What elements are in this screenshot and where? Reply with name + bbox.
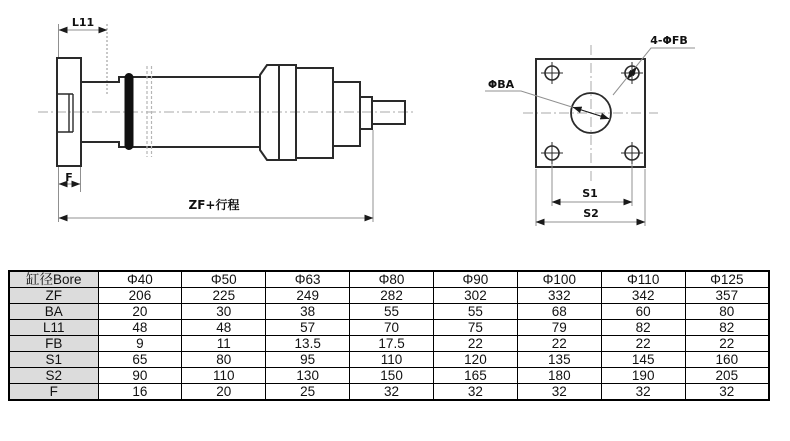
table-cell: 145 xyxy=(601,352,685,368)
table-cell: 110 xyxy=(350,352,434,368)
table-row-label: FB xyxy=(9,336,98,352)
side-view xyxy=(38,16,413,222)
table-cell: 65 xyxy=(98,352,182,368)
table-cell: 48 xyxy=(182,320,266,336)
table-cell: 60 xyxy=(601,304,685,320)
table-cell: 150 xyxy=(350,368,434,384)
table-cell: 205 xyxy=(685,368,769,384)
leader-arrows xyxy=(573,67,636,118)
table-row xyxy=(9,320,769,336)
table-cell: 82 xyxy=(601,320,685,336)
table-cell: 68 xyxy=(517,304,601,320)
bolt-hole-bottom-left xyxy=(541,142,563,164)
table-cell: 332 xyxy=(517,288,601,304)
bearing-block xyxy=(333,82,360,146)
table-cell: 135 xyxy=(517,352,601,368)
table-cell: 20 xyxy=(98,304,182,320)
table-header-cell: Φ50 xyxy=(182,271,266,288)
table-cell: 32 xyxy=(350,384,434,401)
table-row-label: F xyxy=(9,384,98,401)
table-cell: 110 xyxy=(182,368,266,384)
table-cell: 57 xyxy=(266,320,350,336)
table-header-row xyxy=(9,271,769,288)
table-row xyxy=(9,304,769,320)
table-cell: 48 xyxy=(98,320,182,336)
table-cell: 32 xyxy=(517,384,601,401)
table-row xyxy=(9,352,769,368)
dim-label-l11: L11 xyxy=(71,16,95,29)
table-cell: 80 xyxy=(685,304,769,320)
table-row-label: L11 xyxy=(9,320,98,336)
table-cell: 95 xyxy=(266,352,350,368)
dimension-table xyxy=(8,270,770,401)
table-cell: 20 xyxy=(182,384,266,401)
seal-ring xyxy=(125,73,134,150)
dim-label-f: F xyxy=(65,171,73,184)
table-header-cell: Φ90 xyxy=(434,271,518,288)
table-cell: 13.5 xyxy=(266,336,350,352)
table-cell: 75 xyxy=(434,320,518,336)
table-header-cell: Φ80 xyxy=(350,271,434,288)
table-row-label: BA xyxy=(9,304,98,320)
table-cell: 165 xyxy=(434,368,518,384)
table-cell: 22 xyxy=(601,336,685,352)
head-block xyxy=(296,68,333,158)
table-cell: 206 xyxy=(98,288,182,304)
table-cell: 30 xyxy=(182,304,266,320)
table-cell: 55 xyxy=(434,304,518,320)
flange-pilot xyxy=(57,94,73,132)
dim-label-bolt-holes: 4-ΦFB xyxy=(650,34,688,47)
dim-label-s1: S1 xyxy=(582,187,598,200)
table-row-label: ZF xyxy=(9,288,98,304)
table-cell: 80 xyxy=(182,352,266,368)
table-cell: 11 xyxy=(182,336,266,352)
table-header-cell: Φ125 xyxy=(685,271,769,288)
table-row xyxy=(9,368,769,384)
dimension-lines xyxy=(59,24,374,222)
bolt-hole-top-left xyxy=(541,62,563,84)
dim-label-s2: S2 xyxy=(583,207,599,220)
table-cell: 160 xyxy=(685,352,769,368)
flange-view xyxy=(485,34,695,226)
table-cell: 282 xyxy=(350,288,434,304)
table-cell: 17.5 xyxy=(350,336,434,352)
table-row xyxy=(9,384,769,401)
table-cell: 90 xyxy=(98,368,182,384)
table-cell: 22 xyxy=(434,336,518,352)
table-header-cell: Φ40 xyxy=(98,271,182,288)
table-cell: 79 xyxy=(517,320,601,336)
table-cell: 342 xyxy=(601,288,685,304)
bolt-hole-bottom-right xyxy=(621,142,643,164)
dim-label-bore-diameter: ΦBA xyxy=(487,78,515,91)
table-cell: 32 xyxy=(601,384,685,401)
table-cell: 180 xyxy=(517,368,601,384)
table-row-label: S2 xyxy=(9,368,98,384)
table-cell: 32 xyxy=(685,384,769,401)
table-cell: 9 xyxy=(98,336,182,352)
table-row xyxy=(9,336,769,352)
table-cell: 22 xyxy=(517,336,601,352)
table-cell: 302 xyxy=(434,288,518,304)
table-cell: 70 xyxy=(350,320,434,336)
table-cell: 357 xyxy=(685,288,769,304)
table-cell: 22 xyxy=(685,336,769,352)
rod-gland-top xyxy=(81,77,260,82)
table-cell: 190 xyxy=(601,368,685,384)
table-header-cell: Φ100 xyxy=(517,271,601,288)
table-cell: 130 xyxy=(266,368,350,384)
table-cell: 249 xyxy=(266,288,350,304)
table-cell: 25 xyxy=(266,384,350,401)
table-cell: 225 xyxy=(182,288,266,304)
table-header-cell: Φ110 xyxy=(601,271,685,288)
table-row xyxy=(9,288,769,304)
table-header-bore: 缸径Bore xyxy=(9,271,98,288)
table-cell: 82 xyxy=(685,320,769,336)
dim-label-zf-stroke: ZF+行程 xyxy=(188,198,240,212)
table-cell: 38 xyxy=(266,304,350,320)
rod-gland-bottom xyxy=(81,142,260,147)
table-cell: 16 xyxy=(98,384,182,401)
table-cell: 120 xyxy=(434,352,518,368)
table-cell: 55 xyxy=(350,304,434,320)
table-cell: 32 xyxy=(434,384,518,401)
table-header-cell: Φ63 xyxy=(266,271,350,288)
centerlines xyxy=(523,45,658,182)
rod-collar xyxy=(360,97,372,129)
table-row-label: S1 xyxy=(9,352,98,368)
